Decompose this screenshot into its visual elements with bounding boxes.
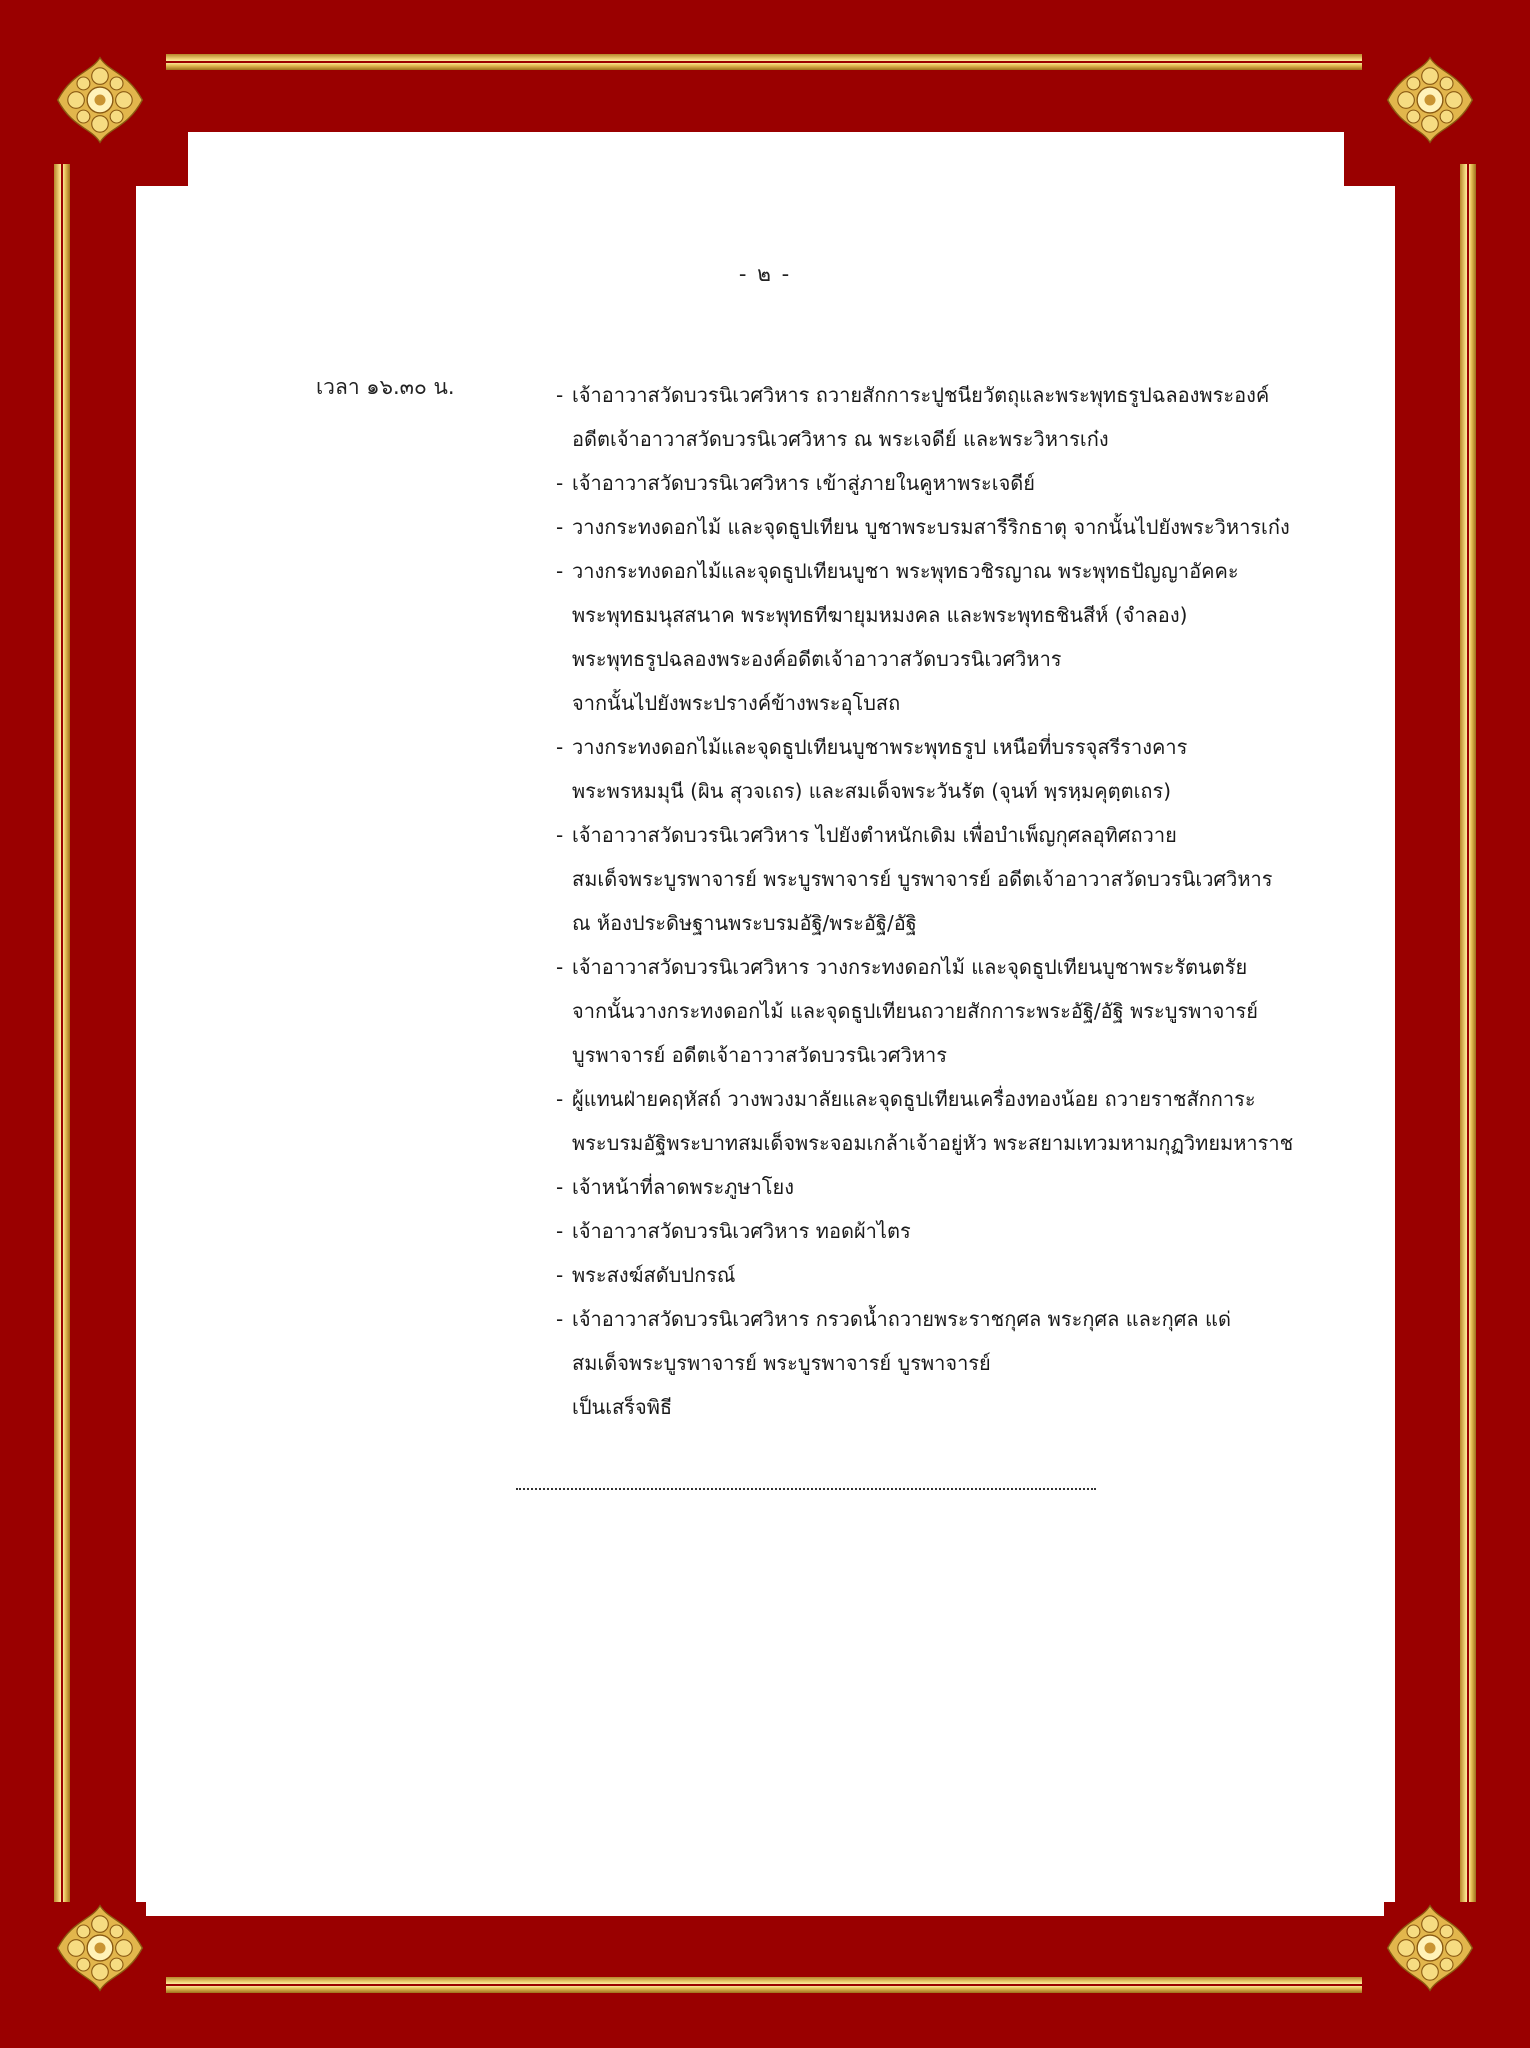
schedule-item-line: พระพุทธมนุสสนาค พระพุทธทีฆายุมหมงคล และพระพุทธชินสีห์ (จำลอง)	[572, 603, 1188, 627]
schedule-item	[556, 1165, 1346, 1209]
schedule-item	[556, 945, 1346, 1077]
schedule-item-line: เจ้าอาวาสวัดบวรนิเวศวิหาร ทอดผ้าไตร	[572, 1219, 911, 1243]
schedule-item	[556, 549, 1346, 725]
schedule-item	[556, 1297, 1346, 1429]
schedule-item-line: วางกระทงดอกไม้และจุดธูปเทียนบูชาพระพุทธรูป เหนือที่บรรจุสรีรางคาร	[572, 735, 1188, 759]
flower-ornament-icon	[1384, 1902, 1476, 1994]
schedule-item-line: เจ้าหน้าที่ลาดพระภูษาโยง	[572, 1175, 795, 1199]
schedule-item-line: เจ้าอาวาสวัดบวรนิเวศวิหาร วางกระทงดอกไม้ และจุดธูปเทียนบูชาพระรัตนตรัย	[572, 955, 1248, 979]
schedule-item	[556, 725, 1346, 813]
flower-ornament-icon	[54, 54, 146, 146]
schedule-item-line: อดีตเจ้าอาวาสวัดบวรนิเวศวิหาร ณ พระเจดีย์ และพระวิหารเก๋ง	[572, 427, 1109, 451]
schedule-item-line: พระสงฆ์สดับปกรณ์	[572, 1263, 736, 1287]
bullet-dash: -	[556, 955, 564, 979]
schedule-item-line: พระบรมอัฐิพระบาทสมเด็จพระจอมเกล้าเจ้าอยู่หัว พระสยามเทวมหามกุฏวิทยมหาราช	[572, 1131, 1294, 1155]
schedule-item-line: เจ้าอาวาสวัดบวรนิเวศวิหาร เข้าสู่ภายในคูหาพระเจดีย์	[572, 471, 1035, 495]
schedule-item-line: สมเด็จพระบูรพาจารย์ พระบูรพาจารย์ บูรพาจารย์	[572, 1351, 991, 1375]
gold-border-top	[166, 54, 1362, 70]
end-dotted-line	[516, 1488, 1096, 1490]
bullet-dash: -	[556, 1087, 564, 1111]
flower-ornament-icon	[54, 1902, 146, 1994]
schedule-item	[556, 813, 1346, 945]
bullet-dash: -	[556, 1219, 564, 1243]
schedule-item-line: สมเด็จพระบูรพาจารย์ พระบูรพาจารย์ บูรพาจารย์ อดีตเจ้าอาวาสวัดบวรนิเวศวิหาร	[572, 867, 1273, 891]
bullet-dash: -	[556, 383, 564, 407]
flower-ornament-icon	[1384, 54, 1476, 146]
paper-top-strip	[188, 132, 1344, 192]
gold-border-left	[54, 164, 70, 1904]
schedule-item-line: พระพุทธรูปฉลองพระองค์อดีตเจ้าอาวาสวัดบวรนิเวศวิหาร	[572, 647, 1062, 671]
schedule-item	[556, 373, 1346, 461]
schedule-item-line: พระพรหมมุนี (ผิน สุวจเถร) และสมเด็จพระวันรัต (จุนท์ พฺรหฺมคุตฺตเถร)	[572, 779, 1172, 803]
schedule-item-line: จากนั้นไปยังพระปรางค์ข้างพระอุโบสถ	[572, 691, 901, 715]
schedule-item-line: ณ ห้องประดิษฐานพระบรมอัฐิ/พระอัฐิ/อัฐิ	[572, 911, 917, 935]
schedule-item-line: เป็นเสร็จพิธี	[572, 1395, 673, 1419]
schedule-item-line: จากนั้นวางกระทงดอกไม้ และจุดธูปเทียนถวายสักการะพระอัฐิ/อัฐิ พระบูรพาจารย์	[572, 999, 1259, 1023]
schedule-item	[556, 1209, 1346, 1253]
schedule-item-line: บูรพาจารย์ อดีตเจ้าอาวาสวัดบวรนิเวศวิหาร	[572, 1043, 948, 1067]
schedule-item	[556, 1077, 1346, 1165]
schedule-item-line: เจ้าอาวาสวัดบวรนิเวศวิหาร ไปยังตำหนักเดิม เพื่อบำเพ็ญกุศลอุทิศถวาย	[572, 823, 1177, 847]
bullet-dash: -	[556, 515, 564, 539]
bullet-dash: -	[556, 559, 564, 583]
gold-border-right	[1460, 164, 1476, 1904]
time-label: เวลา ๑๖.๓๐ น.	[316, 375, 455, 399]
gold-border-bottom	[166, 1977, 1362, 1993]
schedule-item-line: ผู้แทนฝ่ายคฤหัสถ์ วางพวงมาลัยและจุดธูปเทียนเครื่องทองน้อย ถวายราชสักการะ	[572, 1087, 1256, 1111]
schedule-list	[556, 373, 1346, 1429]
bullet-dash: -	[556, 1175, 564, 1199]
schedule-item	[556, 505, 1346, 549]
page-number: - ๒ -	[738, 262, 792, 286]
schedule-item-line: เจ้าอาวาสวัดบวรนิเวศวิหาร กรวดน้ำถวายพระราชกุศล พระกุศล และกุศล แด่	[572, 1307, 1231, 1331]
schedule-item	[556, 461, 1346, 505]
bullet-dash: -	[556, 823, 564, 847]
schedule-item-line: วางกระทงดอกไม้และจุดธูปเทียนบูชา พระพุทธวชิรญาณ พระพุทธปัญญาอัคคะ	[572, 559, 1239, 583]
bullet-dash: -	[556, 471, 564, 495]
schedule-item	[556, 1253, 1346, 1297]
bullet-dash: -	[556, 735, 564, 759]
schedule-item-line: เจ้าอาวาสวัดบวรนิเวศวิหาร ถวายสักการะปูชนียวัตถุและพระพุทธรูปฉลองพระองค์	[572, 383, 1270, 407]
bullet-dash: -	[556, 1263, 564, 1287]
bullet-dash: -	[556, 1307, 564, 1331]
schedule-item-line: วางกระทงดอกไม้ และจุดธูปเทียน บูชาพระบรมสารีริกธาตุ จากนั้นไปยังพระวิหารเก๋ง	[572, 515, 1290, 539]
